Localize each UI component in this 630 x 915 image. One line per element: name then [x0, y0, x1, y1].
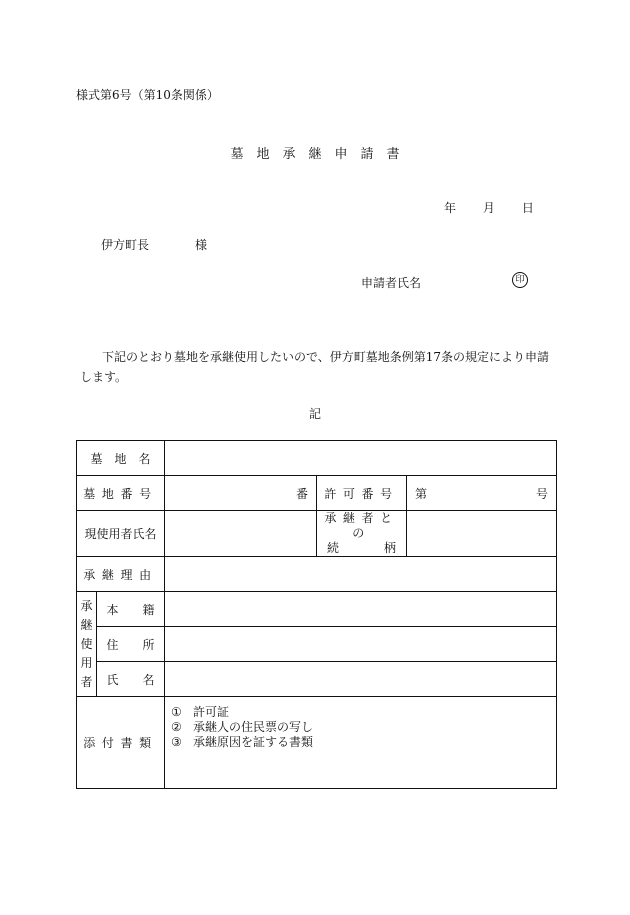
row-grave-name [77, 441, 557, 476]
attachment-text: 許可証 [193, 705, 230, 719]
successor-char-3: 使 [80, 636, 93, 651]
applicant-name-label: 申請者氏名 [361, 276, 422, 290]
name-field[interactable] [165, 662, 557, 697]
row-current-user [77, 511, 557, 557]
relationship-label [317, 511, 407, 557]
attachment-num: ② [171, 720, 182, 734]
honseki-field[interactable] [165, 592, 557, 627]
relationship-label-char2: 柄 [384, 541, 397, 555]
honseki-label: 本 籍 [97, 592, 165, 627]
address-field[interactable] [165, 627, 557, 662]
attachment-text: 承継原因を証する書類 [193, 735, 314, 749]
ban-suffix: 番 [296, 486, 309, 501]
reason-field[interactable] [165, 557, 557, 592]
grave-name-label: 墓 地 名 [77, 441, 165, 476]
attachment-num: ① [171, 705, 182, 719]
successor-char-2: 継 [80, 617, 93, 632]
successor-char-4: 用 [80, 655, 93, 670]
row-honseki [77, 592, 557, 627]
grave-number-label: 墓地番号 [77, 476, 165, 511]
addressee-name: 伊方町長 [101, 238, 150, 252]
row-name [77, 662, 557, 697]
addressee [101, 236, 207, 253]
form-number: 様式第6号（第10条関係） [76, 88, 219, 102]
grave-name-field[interactable] [165, 441, 557, 476]
permit-number-label: 許可番号 [317, 476, 407, 511]
addressee-honorific: 様 [195, 238, 208, 252]
relationship-label-char1: 続 [327, 541, 340, 555]
current-user-label: 現使用者氏名 [77, 511, 165, 557]
day-label: 日 [521, 201, 534, 215]
row-reason [77, 557, 557, 592]
document-title: 墓 地 承 継 申 請 書 [230, 147, 400, 162]
attachment-item [171, 720, 550, 735]
request-statement: 下記のとおり墓地を承継使用したいので、伊方町墓地条例第17条の規定により申請します。 [80, 350, 550, 384]
year-label: 年 [444, 201, 457, 215]
attachment-item [171, 705, 550, 720]
address-label: 住 所 [97, 627, 165, 662]
row-grave-number [77, 476, 557, 511]
current-user-field[interactable] [165, 511, 317, 557]
attachments-list [165, 697, 557, 789]
dai-prefix: 第 [415, 486, 428, 501]
attachment-text: 承継人の住民票の写し [193, 720, 314, 734]
row-address [77, 627, 557, 662]
relationship-label-line1: 承継者との [324, 511, 399, 540]
relationship-field[interactable] [407, 511, 557, 557]
attachment-num: ③ [171, 735, 182, 749]
ki-heading: 記 [308, 407, 321, 421]
name-label: 氏 名 [97, 662, 165, 697]
attachments-label: 添付書類 [77, 697, 165, 789]
seal-mark: 印 [512, 272, 528, 288]
date-line [444, 199, 538, 216]
attachment-item [171, 735, 550, 750]
grave-number-field[interactable] [165, 476, 317, 511]
successor-user-group-label [77, 592, 97, 697]
month-label: 月 [482, 201, 495, 215]
successor-char-1: 承 [80, 598, 93, 613]
application-table [76, 440, 557, 789]
row-attachments [77, 697, 557, 789]
reason-label: 承継理由 [77, 557, 165, 592]
successor-char-5: 者 [80, 674, 93, 689]
permit-number-field[interactable] [407, 476, 557, 511]
go-suffix: 号 [536, 486, 549, 501]
